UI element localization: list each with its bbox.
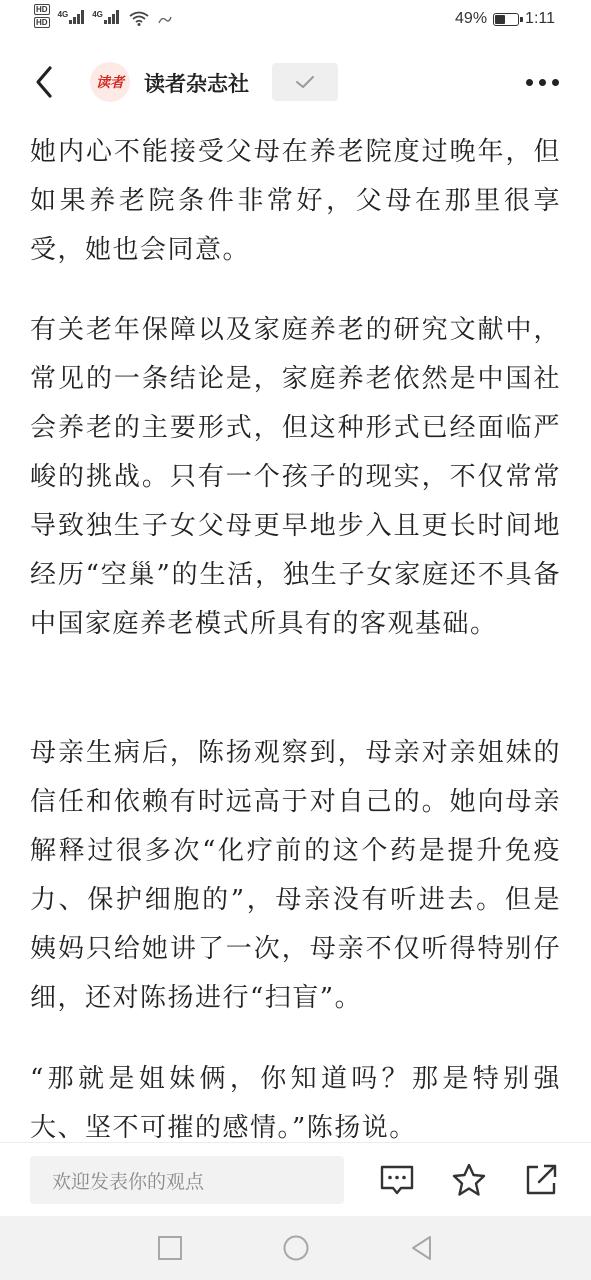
circle-icon — [282, 1234, 310, 1262]
bottom-action-bar — [0, 1142, 591, 1217]
system-nav-bar — [0, 1216, 591, 1280]
triangle-back-icon — [408, 1234, 436, 1262]
status-left-group — [34, 4, 173, 31]
article-paragraph: 母亲生病后，陈扬观察到，母亲对亲姐妹的信任和依赖有时远高于对自己的。她向母亲解释过很多次“化疗前的这个药是提升免疫力、保护细胞的”，母亲没有听进去。但是姨妈只给她讲了一次，母亲不仅听得特别仔细，还对陈扬进行“扫盲”。 — [30, 738, 561, 1013]
comment-button[interactable] — [378, 1161, 416, 1199]
chevron-left-icon — [28, 62, 62, 102]
logo-text: 读者 — [96, 75, 124, 91]
clock: 1:11 — [525, 10, 555, 27]
more-dots-icon — [539, 79, 546, 86]
battery-fill — [495, 15, 505, 24]
status-bar — [0, 0, 591, 42]
wifi-icon — [129, 11, 149, 31]
channel-name[interactable]: 读者杂志社 — [144, 72, 249, 96]
comment-icon — [378, 1161, 416, 1199]
hd-indicators — [34, 4, 50, 28]
recent-apps-button[interactable] — [156, 1234, 184, 1262]
back-nav-button[interactable] — [408, 1234, 436, 1262]
network-type-2: 4G — [92, 10, 103, 19]
share-button[interactable] — [522, 1161, 560, 1199]
favorite-button[interactable] — [450, 1161, 488, 1199]
follow-button[interactable] — [272, 63, 338, 101]
channel-logo[interactable] — [90, 62, 130, 102]
battery-icon — [493, 13, 519, 26]
signal-bars-icon — [104, 10, 119, 24]
more-dots-icon — [552, 79, 559, 86]
article-body — [0, 122, 591, 1142]
signal-2 — [92, 10, 119, 24]
comment-placeholder: 欢迎发表你的观点 — [52, 1170, 205, 1193]
hd-badge-2: HD — [36, 18, 48, 27]
battery-percent: 49% — [455, 10, 488, 27]
back-button[interactable] — [28, 62, 62, 102]
home-button[interactable] — [282, 1234, 310, 1262]
square-icon — [156, 1234, 184, 1262]
article-paragraph: 有关老年保障以及家庭养老的研究文献中，常见的一条结论是，家庭养老依然是中国社会养老的主要形式，但这种形式已经面临严峻的挑战。只有一个孩子的现实，不仅常常导致独生子女父母更早地步入且更长时间地经历“空巢”的生活，独生子女家庭还不具备中国家庭养老模式所具有的客观基础。 — [30, 315, 561, 639]
star-icon — [450, 1161, 488, 1199]
checkmark-icon — [294, 74, 316, 90]
article-paragraph: 她内心不能接受父母在养老院度过晚年，但如果养老院条件非常好，父母在那里很享受，她也会同意。 — [30, 137, 561, 265]
signal-1 — [58, 10, 85, 24]
share-icon — [522, 1161, 560, 1199]
hd-badge-1: HD — [36, 5, 48, 14]
more-button[interactable] — [526, 68, 566, 96]
battery-cap — [520, 17, 523, 22]
more-dots-icon — [526, 79, 533, 86]
app-header — [0, 42, 591, 122]
signal-bars-icon — [69, 10, 84, 24]
network-type-1: 4G — [57, 10, 69, 19]
comment-input[interactable] — [30, 1156, 344, 1204]
status-right-group — [455, 10, 555, 28]
article-paragraph: “那就是姐妹俩，你知道吗？那是特别强大、坚不可摧的感情。”陈扬说。 — [30, 1064, 561, 1142]
notification-icon — [157, 14, 173, 29]
